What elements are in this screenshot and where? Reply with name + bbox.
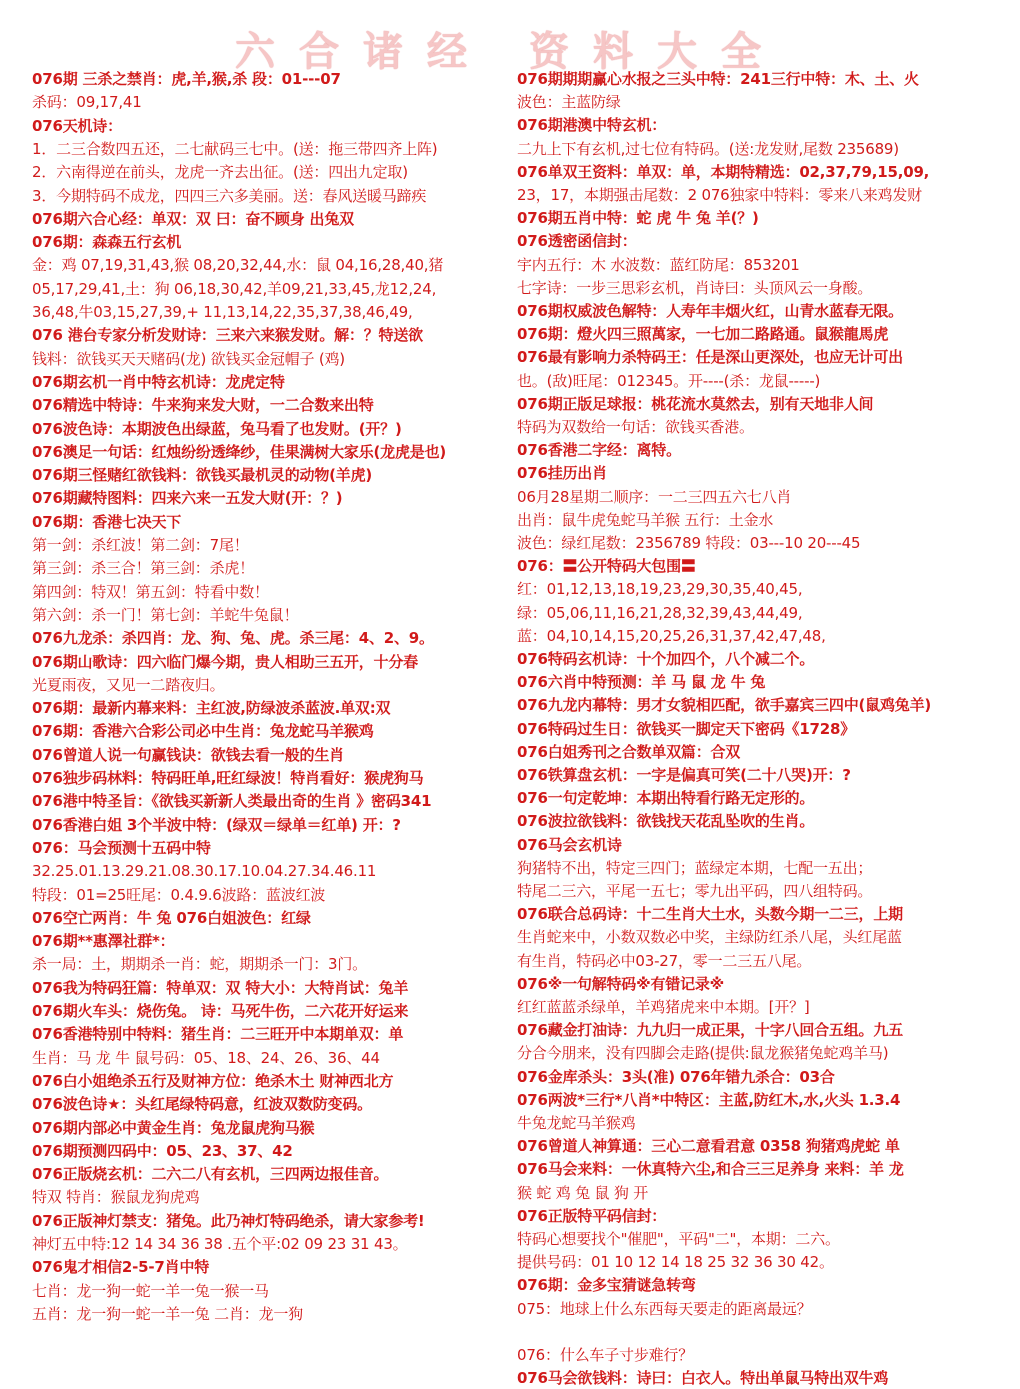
section-heading: 076期藏特图料：四来六来一五发大财(开：？)	[32, 489, 343, 508]
right-column	[517, 68, 995, 1388]
text-line: 光夏雨夜，又见一二踏夜归。	[32, 675, 225, 694]
text-line: 波色：绿红尾数：2356789 特段：03---10 20---45	[517, 534, 861, 552]
text-line: 3．今期特码不成龙，四四三六多美丽。送：春风送暖马蹄疾	[32, 186, 427, 205]
section-heading: 076藏金打油诗：九九归一成正果，十字八回合五组。九五	[517, 1021, 903, 1040]
text-line: 生肖蛇来中，小数双数必中奖，主绿防红杀八尾，头红尾蓝	[517, 928, 902, 947]
section-heading: 076期火车头：烧伤兔。 诗：马死牛伤，二六花开好运来	[32, 1002, 409, 1020]
section-heading: 076波色诗：本期波色出绿蓝，兔马看了也发财。(开？)	[32, 419, 402, 438]
section-heading: 076期山歌诗：四六临门爆今期，贵人相助三五开，十分春	[32, 652, 418, 671]
section-heading: 076：马会预测十五码中特	[32, 838, 211, 857]
section-heading: 076正版烧玄机：二六二八有玄机，三四两边报佳音。	[32, 1165, 389, 1184]
section-heading: 076一句定乾坤：本期出特看行路无定形的。	[517, 789, 815, 808]
text-line: 06月28星期二顺序：一二三四五六七八肖	[517, 487, 792, 506]
section-heading: 076九龙内幕特：男才女貌相匹配，欲手嘉宾三四中(鼠鸡兔羊)	[517, 696, 932, 715]
section-heading: 076正版神灯禁支：猪兔。此乃神灯特码绝杀，请大家参考!	[32, 1211, 425, 1230]
section-heading: 076期：最新内幕来料：主红波,防绿波杀蓝波.单双:双	[32, 699, 391, 718]
text-line: 第一剑：杀红波！第二剑：7尾！	[32, 536, 249, 554]
section-heading: 076※一句解特码※有错记录※	[517, 974, 725, 993]
text-line: 1．二三合数四五还，二七献码三七中。(送：拖三带四齐上阵)	[32, 139, 438, 158]
text-line: 猴 蛇 鸡 兔 鼠 狗 开	[517, 1183, 649, 1202]
text-line: 075：地球上什么东西每天要走的距离最远？	[517, 1299, 812, 1318]
text-line: 076：什么车子寸步难行？	[517, 1346, 694, 1364]
text-line: 第三剑：杀三合！第三剑：杀虎！	[32, 559, 255, 578]
text-line: 蓝：04,10,14,15,20,25,26,31,37,42,47,48,	[517, 626, 826, 645]
section-heading: 076特码过生日：欲钱买一脚定天下密码《1728》	[517, 719, 856, 738]
section-heading: 076：〓公开特码大包围〓	[517, 557, 696, 576]
section-heading: 076鬼才相信2-5-7肖中特	[32, 1258, 210, 1277]
section-heading: 076正版特平码信封：	[517, 1206, 667, 1225]
section-heading: 076联合总码诗：十二生肖大土水，头数今期一二三，上期	[517, 905, 903, 924]
text-line: 分合今朋来，没有四脚会走路(提供:鼠龙猴猪兔蛇鸡羊马)	[517, 1044, 889, 1063]
section-heading: 076天机诗：	[32, 116, 122, 135]
section-heading: 076香港特别中特料：猪生肖：二三旺开中本期单双：单	[32, 1025, 404, 1044]
section-heading: 076特码玄机诗：十个加四个，八个减二个。	[517, 650, 815, 668]
section-heading: 076精选中特诗：牛来狗来发大财，一二合数来出特	[32, 396, 374, 415]
page-banner: 六合诸经 资料大全	[235, 29, 785, 75]
text-line: 特双 特肖：猴鼠龙狗虎鸡	[32, 1188, 200, 1207]
text-line: 有生肖，特码必中03-27，零一二三五八尾。	[517, 951, 812, 970]
section-heading: 076独步码林料：特码旺单,旺红绿波！特肖看好：猴虎狗马	[32, 769, 424, 787]
section-heading: 076挂历出肖	[517, 464, 607, 483]
section-heading: 076 港台专家分析发财诗：三来六来猴发财。解：？特送欲	[32, 326, 423, 345]
section-heading: 076九龙杀：杀四肖：龙、狗、兔、虎。杀三尾：4、2、9。	[32, 629, 434, 648]
section-heading: 076马会来料：一休真特六尘,和合三三足养身 来料：羊 龙	[517, 1160, 904, 1179]
section-heading: 076香港白姐 3个半波中特：(绿双＝绿单＝红单) 开：?	[32, 815, 401, 834]
text-line: 七肖：龙一狗一蛇一羊一兔一猴一马	[32, 1281, 269, 1300]
section-heading: 076铁算盘玄机：一字是偏真可笑(二十八哭)开：?	[517, 766, 851, 784]
section-heading: 076期 三杀之禁肖：虎,羊,猴,杀 段：01---07	[32, 70, 341, 88]
section-heading: 076期：金多宝猜谜急转弯	[517, 1276, 696, 1295]
text-line: 第四剑：特双！第五剑：特看中数！	[32, 582, 269, 601]
section-heading: 076期预测四码中：05、23、37、42	[32, 1141, 293, 1160]
text-line: 绿：05,06,11,16,21,28,32,39,43,44,49,	[517, 603, 803, 622]
section-heading: 076白小姐绝杀五行及财神方位：绝杀木土 财神西北方	[32, 1071, 394, 1090]
section-heading: 076期**惠澤社群*：	[32, 932, 175, 951]
section-heading: 076期正版足球报：桃花流水莫然去，别有天地非人间	[517, 394, 874, 413]
text-line: 杀码：09,17,41	[32, 93, 142, 112]
section-heading: 076期港澳中特玄机：	[517, 116, 667, 135]
section-heading: 076期：森森五行玄机	[32, 233, 182, 252]
text-line: 第六剑：杀一门！第七剑：羊蛇牛兔鼠！	[32, 605, 299, 624]
text-line: 杀一局：土，期期杀一肖：蛇，期期杀一门：3门。	[32, 955, 367, 974]
text-line: 生肖：马 龙 牛 鼠号码：05、18、24、26、36、44	[32, 1048, 380, 1067]
text-line: 也。(敌)旺尾：012345。开----(杀：龙鼠-----)	[517, 371, 821, 390]
section-heading: 076期：燈火四三照萬家，一七加二路路通。鼠猴龍馬虎	[517, 325, 889, 344]
text-line: 狗猪特不出，特定三四门；蓝绿定本期，七配一五出；	[517, 858, 873, 877]
section-heading: 076透密函信封：	[517, 232, 637, 251]
section-heading: 076期：香港六合彩公司必中生肖：兔龙蛇马羊猴鸡	[32, 722, 374, 741]
section-heading: 076期六合心经：单双：双 曰：奋不顾身 出兔双	[32, 209, 354, 228]
text-line: 波色：主蓝防绿	[517, 93, 621, 112]
text-line: 红：01,12,13,18,19,23,29,30,35,40,45,	[517, 580, 803, 599]
section-heading: 076我为特码狂篇：特单双：双 特大小：大特肖试：兔羊	[32, 978, 409, 997]
text-line: 钱料：欲钱买天天赌码(龙) 欲钱买金冠帽子 (鸡)	[32, 349, 345, 368]
text-line	[517, 1321, 995, 1343]
text-line: 32.25.01.13.29.21.08.30.17.10.04.27.34.46.11	[32, 862, 377, 881]
section-heading: 076期权威波色解特：人寿年丰烟火红，山青水蓝春无限。	[517, 302, 903, 320]
section-heading: 076期：香港七决天下	[32, 512, 182, 531]
section-heading: 076最有影响力杀特码王：任是深山更深处，也应无计可出	[517, 348, 903, 367]
section-heading: 076单双王资料：单双：单，本期特精选：02,37,79,15,09,	[517, 162, 930, 181]
section-heading: 076期玄机一肖中特玄机诗：龙虎定特	[32, 372, 285, 391]
section-heading: 076期三怪赌红欲钱料：欲钱买最机灵的动物(羊虎)	[32, 466, 373, 485]
text-line: 特尾二三六，平尾一五七；零九出平码，四八组特码。	[517, 882, 873, 900]
section-heading: 076波色诗★：头红尾绿特码意，红波双数防变码。	[32, 1095, 372, 1114]
section-heading: 076澳足一句话：红烛纷纷透绛纱，佳果满树大家乐(龙虎是也)	[32, 442, 447, 461]
section-heading: 076马会玄机诗	[517, 835, 622, 854]
text-line: 23，17，本期强击尾数：2 076独家中特料：零来八来鸡发财	[517, 186, 922, 204]
section-heading: 076曾道人说一句赢钱诀：欲钱去看一般的生肖	[32, 745, 344, 764]
section-heading: 076期内部必中黄金生肖：兔龙鼠虎狗马猴	[32, 1118, 315, 1137]
text-line: 牛兔龙蛇马羊猴鸡	[517, 1114, 636, 1132]
section-heading: 076香港二字经：离特。	[517, 441, 681, 460]
text-line: 出肖：鼠牛虎兔蛇马羊猴 五行：土金水	[517, 510, 774, 529]
text-line: 提供号码：01 10 12 14 18 25 32 36 30 42。	[517, 1253, 834, 1272]
text-line: 特段：01=25旺尾：0.4.9.6波路：蓝波红波	[32, 885, 326, 904]
section-heading: 076曾道人神算通：三心二意看君意 0358 狗猪鸡虎蛇 单	[517, 1137, 900, 1156]
text-line: 七字诗：一步三思彩玄机，肖诗曰：头顶风云一身酸。	[517, 278, 873, 297]
left-column	[32, 68, 510, 1388]
text-line: 特码为双数给一句话：欲钱买香港。	[517, 418, 754, 436]
section-heading: 076港中特圣旨：《欲钱买新新人类最出奇的生肖 》密码341	[32, 792, 432, 811]
section-heading: 076波拉欲钱料：欲钱找天花乱坠吹的生肖。	[517, 812, 815, 831]
section-heading: 076两波*三行*八肖*中特区：主蓝,防红木,水,火头 1.3.4	[517, 1090, 901, 1109]
text-line: 05,17,29,41,土：狗 06,18,30,42,羊09,21,33,45,龙12,24,	[32, 279, 437, 298]
text-line: 宇内五行：木 水波数：蓝红防尾：853201	[517, 255, 800, 274]
section-heading: 076马会欲钱料：诗曰：白衣人。特出单鼠马特出双牛鸡	[517, 1369, 889, 1388]
text-line: 金：鸡 07,19,31,43,猴 08,20,32,44,水：鼠 04,16,28,40,猪	[32, 256, 444, 275]
section-heading: 076期期期赢心水报之三头中特：241三行中特：木、土、火	[517, 70, 919, 88]
section-heading: 076空亡两肖：牛 兔 076白姐波色：红绿	[32, 908, 311, 927]
text-line: 二九上下有玄机,过七位有特码。(送:龙发财,尾数 235689)	[517, 139, 899, 158]
text-line: 36,48,牛03,15,27,39,+ 11,13,14,22,35,37,38,46,49,	[32, 303, 413, 321]
section-heading: 076六肖中特预测：羊 马 鼠 龙 牛 兔	[517, 673, 766, 692]
section-heading: 076期五肖中特：蛇 虎 牛 兔 羊(？)	[517, 209, 759, 228]
section-heading: 076白姐秀刊之合数单双篇：合双	[517, 742, 741, 761]
text-line: 红红蓝蓝杀绿单，羊鸡猪虎来中本期。[开？]	[517, 998, 810, 1016]
text-line: 神灯五中特:12 14 34 36 38 .五个平:02 09 23 31 43。	[32, 1235, 408, 1253]
text-line: 2．六南得逆在前头，龙虎一齐去出征。(送：四出九定取)	[32, 163, 408, 182]
section-heading: 076金库杀头：3头(准) 076年错九杀合：03合	[517, 1067, 835, 1086]
text-line: 特码心想要找个"催肥"，平码"二"，本期：二六。	[517, 1230, 840, 1248]
text-line: 五肖：龙一狗一蛇一羊一兔 二肖：龙一狗	[32, 1304, 303, 1323]
